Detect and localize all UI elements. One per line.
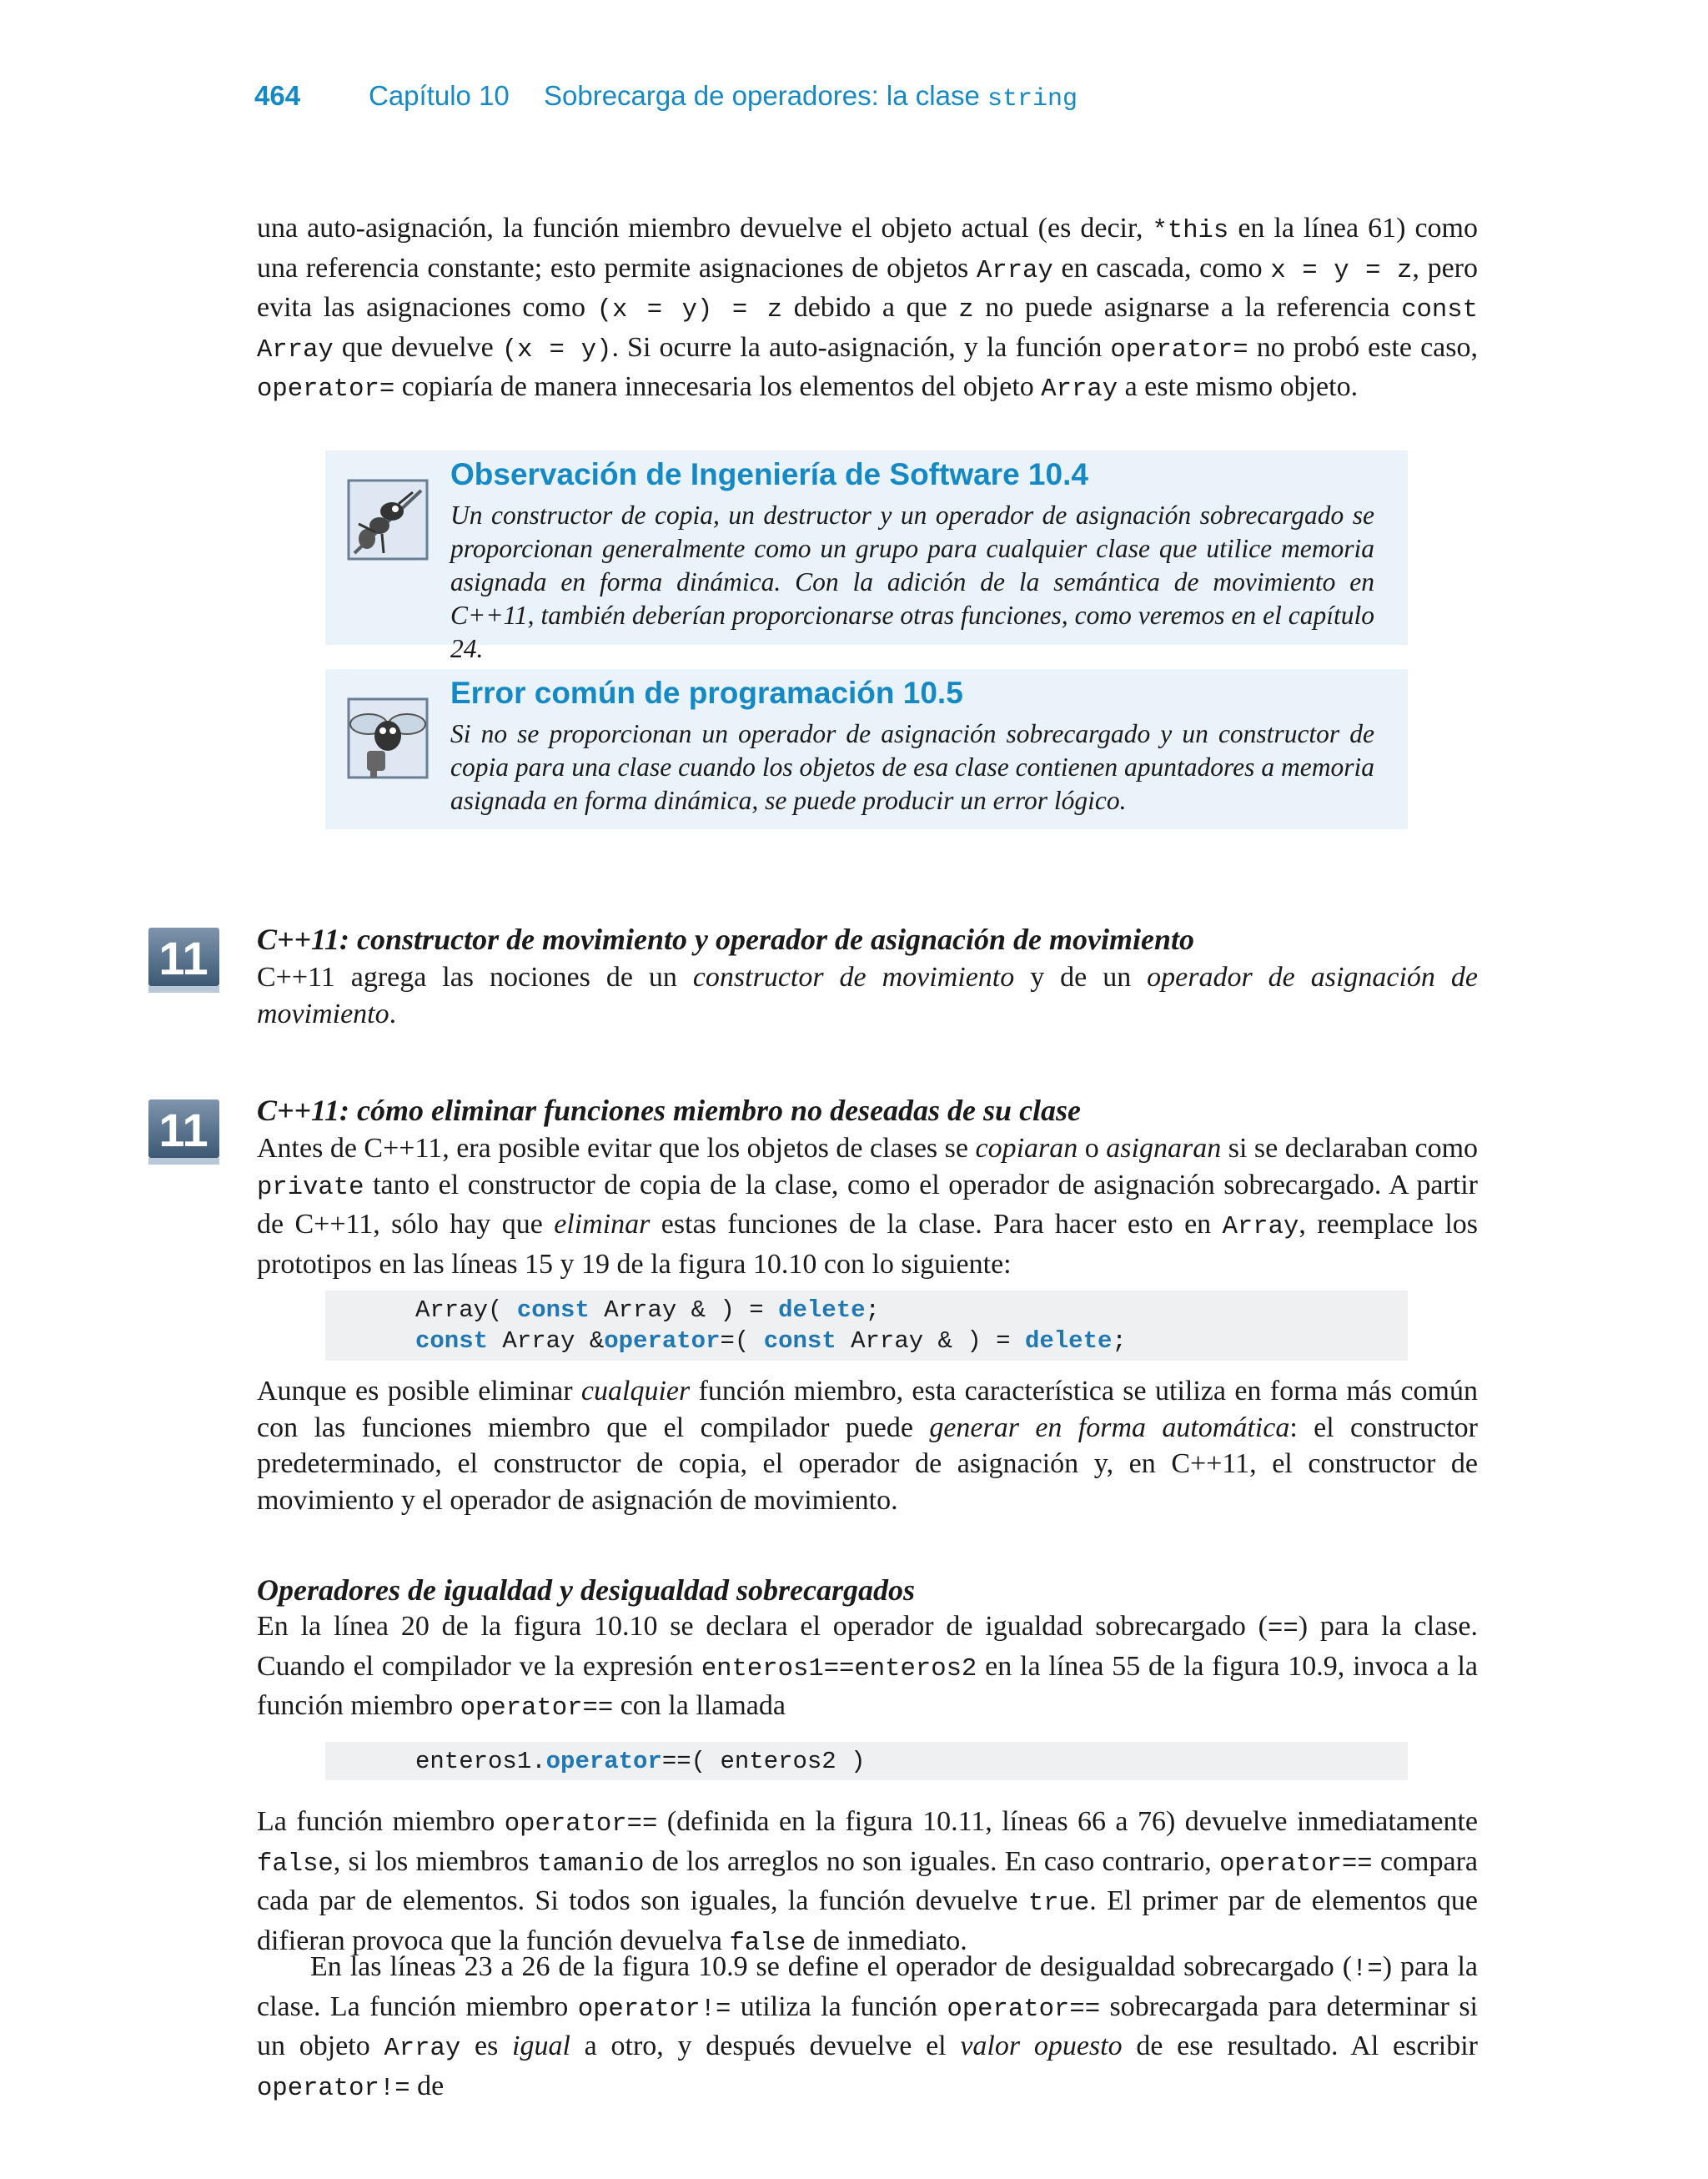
box-text: Un constructor de copia, un destructor y un operador de asignación sobrecargado se proporcionan generalmente como un grupo para cualquier clase que utilice memoria asignada en forma dinámica. Con la adición de la semántica de movimiento en C++11, también deberían proporcionarse otras funciones, como veremos en el capítulo 24. bbox=[450, 501, 1374, 663]
svg-text:11: 11 bbox=[158, 1104, 208, 1156]
operator-equal-paragraph: La función miembro operator== (definida en la figura 10.11, líneas 66 a 76) devuelve inmediatamente false, si los miembros tamanio de los arreglos no son iguales. En caso contrario, operator== compara cada par de elementos. Si todos son iguales, la función devuelve true. El primer par de elementos que difieran provoca que la función devuelva false de inmediato. bbox=[257, 1806, 1478, 1958]
chapter-title: Sobrecarga de operadores: la clase string bbox=[544, 80, 1078, 113]
code-line: const Array &operator=( const Array & ) = delete; bbox=[415, 1327, 1127, 1355]
intro-paragraph: una auto-asignación, la función miembro devuelve el objeto actual (es decir, *this en la línea 61) como una referencia constante; esto permite asignaciones de objetos Array en cascada, como x = y = z, pero evita las asignaciones como (x = y) = z debido a que z no puede asignarse a la referencia const Array que devuelve (x = y). Si ocurre la auto-asignación, y la función operator= no probó este caso, operator= copiaría de manera innecesaria los elementos del objeto Array a este mismo objeto. bbox=[257, 213, 1478, 404]
box-text: Si no se proporcionan un operador de asignación sobrecargado y un constructor de copia para una clase cuando los objetos de esa clase contienen apuntadores a memoria asignada en forma dinámica, se puede producir un error lógico. bbox=[450, 719, 1374, 815]
section-heading-move-semantics: C++11: constructor de movimiento y operador de asignación de movimiento bbox=[257, 923, 1194, 956]
bug-thumbs-down-icon bbox=[342, 692, 434, 784]
chapter-label: Capítulo 10 bbox=[369, 80, 510, 111]
section-move-paragraph: C++11 agrega las nociones de un constructor de movimiento y de un operador de asignación de movimiento. bbox=[257, 962, 1478, 1029]
ant-engineer-icon bbox=[342, 474, 434, 566]
delete-usage-paragraph: Aunque es posible eliminar cualquier función miembro, esta característica se utiliza en forma más común con las funciones miembro que el compilador puede generar en forma automática: el constructor predeterminado, el constructor de copia, el operador de asignación y, en C++11, el constructor de movimiento y el operador de asignación de movimiento. bbox=[257, 1376, 1478, 1516]
common-programming-error-box bbox=[325, 669, 1408, 829]
code-line: enteros1.operator==( enteros2 ) bbox=[415, 1748, 866, 1775]
page-number: 464 bbox=[254, 80, 301, 111]
running-header bbox=[254, 80, 1505, 122]
svg-text:11: 11 bbox=[158, 932, 208, 984]
cpp11-badge-icon bbox=[148, 1100, 219, 1166]
code-block-operator-call bbox=[325, 1742, 1408, 1780]
equality-paragraph: En la línea 20 de la figura 10.10 se declara el operador de igualdad sobrecargado (==) para la clase. Cuando el compilador ve la expresión enteros1==enteros2 en la línea 55 de la figura 10.9, invoca a la función miembro operator== con la llamada bbox=[257, 1611, 1478, 1723]
box-title: Error común de programación 10.5 bbox=[450, 676, 963, 710]
section-delete-paragraph: Antes de C++11, era posible evitar que los objetos de clases se copiaran o asignaran si se declaraban como private tanto el constructor de copia de la clase, como el operador de asignación sobrecargado. A partir de C++11, sólo hay que eliminar estas funciones de la clase. Para hacer esto en Array, reemplace los prototipos en las líneas 15 y 19 de la figura 10.10 con lo siguiente: bbox=[257, 1133, 1479, 1280]
inequality-paragraph: En las líneas 23 a 26 de la figura 10.9 se define el operador de desigualdad sobrecargado (!=) para la clase. La función miembro operator!= utiliza la función operator== sobrecargada para determinar si un objeto Array es igual a otro, y después devuelve el valor opuesto de ese resultado. Al escribir operator!= de bbox=[257, 1951, 1479, 2103]
software-engineering-observation-box bbox=[325, 450, 1408, 663]
box-title: Observación de Ingeniería de Software 10.4 bbox=[450, 457, 1088, 491]
section-heading-equality-operators: Operadores de igualdad y desigualdad sobrecargados bbox=[257, 1573, 915, 1607]
code-line: Array( const Array & ) = delete; bbox=[415, 1296, 880, 1324]
section-heading-delete-functions: C++11: cómo eliminar funciones miembro no deseadas de su clase bbox=[257, 1094, 1082, 1127]
code-block-delete bbox=[325, 1291, 1408, 1361]
cpp11-badge-icon bbox=[148, 928, 219, 994]
